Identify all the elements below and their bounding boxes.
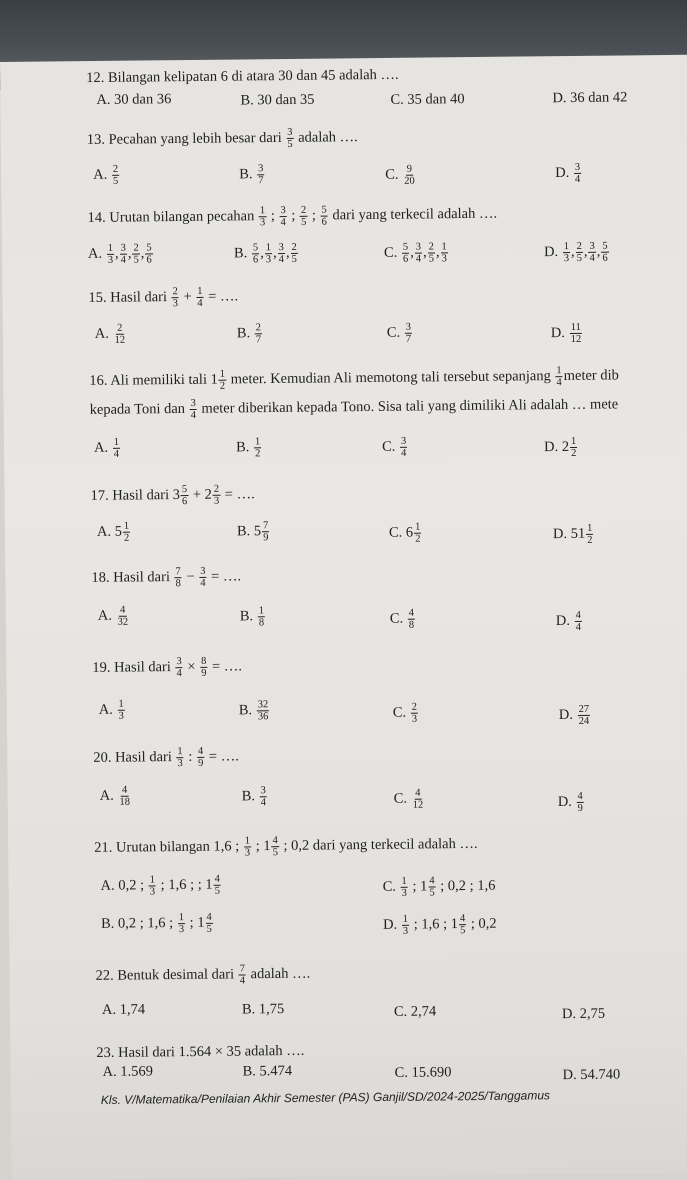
q16-option-c[interactable]: C. $\frac{3}{4}$ [381,435,407,459]
q18-option-c[interactable]: C. $\frac{4}{8}$ [389,607,415,631]
q16-line-2: kepada Toni dan $\frac{3}{4}$ meter diberikan kepada Tono. Sisa tali yang dimiliki Ali adalah … mete [89,396,619,422]
q23-option-d[interactable]: D. 54.740 [562,1066,621,1084]
q23-option-a[interactable]: A. 1.569 [102,1063,154,1080]
q17-option-c[interactable]: C. 6 $\frac{1}{2}$ [388,521,421,545]
q17-option-d[interactable]: D. 51 $\frac{1}{2}$ [552,522,593,546]
q23-stem: 23. Hasil dari 1.564 × 35 adalah …. [96,1042,305,1062]
q14-option-c[interactable]: C. $\frac{5}{6}$ , $\frac{3}{4}$ , $\frac{2}{5}$ , $\frac{1}{3}$ [383,241,447,265]
q14-option-a[interactable]: A. $\frac{1}{3}$ , $\frac{3}{4}$ , $\frac{2}{5}$ , $\frac{5}{6}$ [87,242,152,266]
q21-option-c[interactable]: C. $\frac{1}{3}$ ; 1 $\frac{4}{5}$ ; 0,2 ; 1,6 [382,875,496,899]
worksheet-page [0,55,687,1180]
q15-stem: 15. Hasil dari $\frac{2}{3}$ + $\frac{1}{4}$ = …. [88,285,239,310]
q20-option-d[interactable]: D. $\frac{4}{9}$ [557,790,583,814]
q12-option-b[interactable]: B. 30 dan 35 [240,91,315,109]
q16-option-d[interactable]: D. 2 $\frac{1}{2}$ [543,435,577,460]
q13-option-c[interactable]: C. $\frac{9}{20}$ [385,163,415,187]
q17-stem: 17. Hasil dari 3 $\frac{5}{6}$ + 2 $\frac{2}{3}$ = …. [90,483,255,508]
q12-option-c[interactable]: C. 35 dan 40 [390,91,465,108]
q12-option-a[interactable]: A. 30 dan 36 [96,91,172,108]
q19-option-a[interactable]: A. $\frac{1}{3}$ [98,698,124,722]
q13-stem-pre: 13. Pecahan yang lebih besar dari [86,129,282,148]
q13-option-a[interactable]: A. $\frac{2}{5}$ [93,163,119,187]
q19-option-d[interactable]: D. $\frac{27}{24}$ [558,703,590,727]
q22-stem: 22. Bentuk desimal dari $\frac{7}{4}$ adalah …. [95,963,311,987]
q21-option-b[interactable]: B. 0,2 ; 1,6 ; $\frac{1}{3}$ ; 1 $\frac{4}{5}$ [100,911,212,936]
q14-option-b[interactable]: B. $\frac{5}{6}$ , $\frac{1}{3}$ , $\frac{3}{4}$ , $\frac{2}{5}$ [233,241,297,266]
q19-option-c[interactable]: C. $\frac{2}{3}$ [392,701,418,725]
q14-stem: 14. Urutan bilangan pecahan $\frac{1}{3}$ ; $\frac{3}{4}$ ; $\frac{2}{5}$ ; $\frac{5}{6}$ dari yang terkecil adalah …. [87,204,498,229]
q13-option-d[interactable]: D. $\frac{3}{4}$ [555,161,581,185]
q17-option-a[interactable]: A. 5 $\frac{1}{2}$ [96,520,130,544]
q18-option-d[interactable]: D. $\frac{4}{4}$ [555,609,581,634]
q20-stem: 20. Hasil dari $\frac{1}{3}$ : $\frac{4}{9}$ = …. [93,745,239,770]
q13-stem [87,126,358,152]
q15-option-d[interactable]: D. $\frac{11}{12}$ [550,321,582,346]
q19-stem: 19. Hasil dari $\frac{3}{4}$ × $\frac{8}{9}$ = …. [92,655,243,680]
q13-option-b[interactable]: B. $\frac{3}{7}$ [239,163,264,187]
fraction: $\frac{3}{5}$ [287,126,293,150]
q13-stem-post: adalah …. [298,129,358,146]
q22-option-b[interactable]: B. 1,75 [241,1001,285,1018]
q12-option-d[interactable]: D. 36 dan 42 [552,89,628,107]
q20-option-a[interactable]: A. $\frac{4}{18}$ [99,784,131,808]
q18-option-a[interactable]: A. $\frac{4}{32}$ [97,604,129,628]
q15-option-a[interactable]: A. $\frac{2}{12}$ [94,322,126,346]
q22-option-d[interactable]: D. 2,75 [561,1005,606,1023]
q23-option-b[interactable]: B. 5.474 [242,1062,293,1080]
q18-stem: 18. Hasil dari $\frac{7}{8}$ − $\frac{3}{4}$ = …. [91,565,242,590]
q21-stem: 21. Urutan bilangan 1,6 ; $\frac{1}{3}$ ; 1 $\frac{4}{5}$ ; 0,2 dari yang terkecil adalah …. [94,835,478,859]
q18-option-b[interactable]: B. $\frac{1}{8}$ [239,605,265,629]
q21-option-d[interactable]: D. $\frac{1}{3}$ ; 1,6 ; 1 $\frac{4}{5}$ ; 0,2 [382,913,497,937]
q15-option-b[interactable]: B. $\frac{2}{7}$ [236,322,262,346]
q23-option-c[interactable]: C. 15.690 [394,1064,452,1081]
q20-option-c[interactable]: C. $\frac{4}{12}$ [393,787,424,811]
q16-line-1: 16. Ali memiliki tali 1 $\frac{1}{2}$ meter. Kemudian Ali memotong tali tersebut sepanjang $\frac{1}{4}$ meter dib [89,365,619,392]
q12-stem: 12. Bilangan kelipatan 6 di atara 30 dan 45 adalah …. [86,66,399,87]
q16-option-b[interactable]: B. $\frac{1}{2}$ [235,436,261,460]
q19-option-b[interactable]: B. $\frac{32}{36}$ [238,699,269,723]
q17-option-b[interactable]: B. 5 $\frac{7}{9}$ [236,520,269,544]
q22-option-c[interactable]: C. 2,74 [393,1003,437,1020]
q21-option-a[interactable]: A. 0,2 ; $\frac{1}{3}$ ; 1,6 ; ; 1 $\frac{4}{5}$ [100,873,220,898]
q22-option-a[interactable]: A. 1,74 [101,1001,146,1018]
q15-option-c[interactable]: C. $\frac{3}{7}$ [386,321,412,345]
q16-option-a[interactable]: A. $\frac{1}{4}$ [93,436,120,460]
q14-option-d[interactable]: D. $\frac{1}{3}$ , $\frac{2}{5}$ , $\frac{3}{4}$ , $\frac{5}{6}$ [543,240,608,265]
q20-option-b[interactable]: B. $\frac{3}{4}$ [241,785,267,809]
footer-text: Kls. V/Matematika/Penilaian Akhir Semester (PAS) Ganjil/SD/2024-2025/Tanggamus [100,1088,551,1108]
